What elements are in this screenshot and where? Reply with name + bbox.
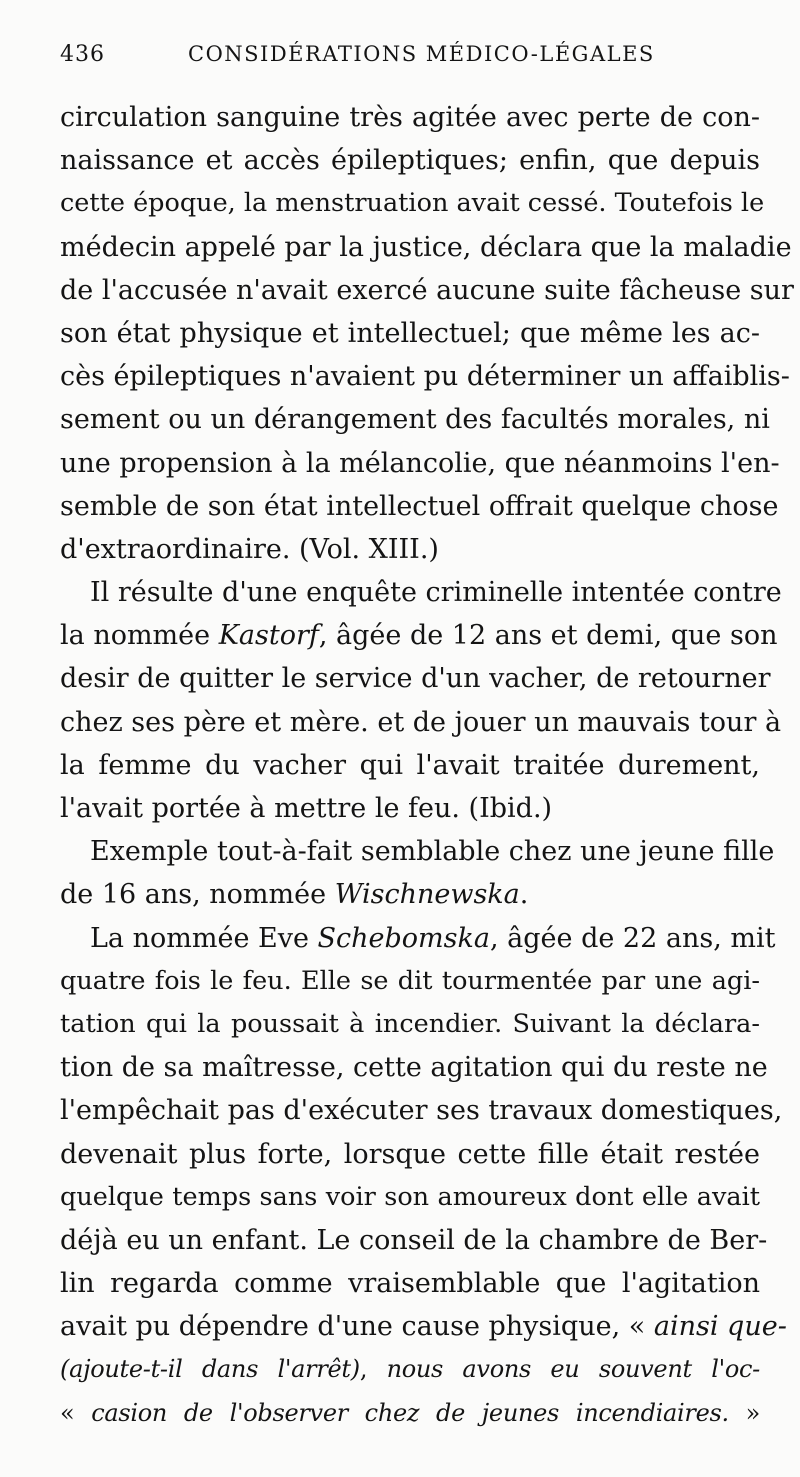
text-line [60, 1219, 768, 1262]
text-line [60, 442, 780, 485]
page-header [60, 42, 760, 78]
italic-run: Wischnewska [334, 879, 520, 911]
italic-run: casion de l'observer chez de jeunes incendiaires. [91, 1398, 729, 1427]
text-line [60, 312, 760, 355]
italic-run: Kastorf [218, 620, 319, 652]
text-run: « [60, 1398, 92, 1427]
text-run: tation qui la poussait à incendier. Suivant la déclara- [60, 1008, 760, 1039]
text-line [60, 744, 760, 787]
text-line [60, 830, 775, 873]
text-run: cette époque, la menstruation avait cessé. Toutefois le [60, 188, 765, 219]
text-run: quelque temps sans voir son amoureux dont elle avait [60, 1181, 760, 1212]
text-run: cès épileptiques n'avaient pu déterminer un affaiblis- [60, 361, 790, 393]
italic-run: Schebomska [317, 922, 490, 954]
page-number: 436 [60, 42, 105, 67]
text-line [60, 1046, 768, 1089]
italic-run: ainsi que- [653, 1311, 787, 1343]
text-line [60, 355, 790, 398]
text-run: de 16 ans, nommée [60, 879, 335, 911]
text-line [60, 269, 794, 312]
text-line [60, 528, 760, 571]
text-run: une propension à la mélancolie, que néanmoins l'en- [60, 447, 780, 479]
text-run: , [359, 1355, 387, 1384]
text-line [60, 787, 760, 830]
text-line [60, 571, 782, 614]
text-run: circulation sanguine très agitée avec perte de con- [60, 102, 760, 133]
text-run: La nommée Eve [90, 922, 318, 954]
text-run: avait pu dépendre d'une cause physique, « [60, 1311, 654, 1343]
italic-run: (ajoute-t-il dans l'arrêt) [60, 1355, 360, 1384]
text-line [60, 1089, 783, 1132]
body-text [60, 96, 794, 1435]
text-run: naissance et accès épileptiques; enfin, que depuis [60, 145, 760, 177]
text-run: la femme du vacher qui l'avait traitée durement, [60, 749, 760, 781]
text-run: desir de quitter le service d'un vacher, de retourner [60, 663, 771, 695]
text-line [60, 1133, 760, 1176]
text-line [60, 1176, 760, 1219]
text-line [60, 1348, 760, 1391]
text-run: déjà eu un enfant. Le conseil de la chambre de Ber- [60, 1224, 768, 1256]
text-line [60, 873, 760, 916]
text-run: d'extraordinaire. (Vol. XIII.) [60, 533, 439, 565]
text-run: lin regarda comme vraisemblable que l'agitation [60, 1268, 760, 1300]
text-line [60, 917, 776, 960]
text-run: Il résulte d'une enquête criminelle intentée contre [90, 577, 782, 609]
text-line [60, 960, 760, 1003]
text-line [60, 485, 779, 528]
text-run: , âgée de 22 ans, mit [489, 922, 776, 954]
text-line [60, 1003, 760, 1046]
text-run: devenait plus forte, lorsque cette fille était restée [60, 1138, 760, 1170]
text-line [60, 614, 778, 657]
text-run: , âgée de 12 ans et demi, que son [318, 620, 778, 652]
text-line [60, 398, 770, 441]
text-line [60, 1392, 760, 1435]
text-line [60, 701, 782, 744]
text-run: son état physique et intellectuel; que même les ac- [60, 317, 760, 349]
text-run: sement ou un dérangement des facultés morales, ni [60, 404, 770, 436]
text-run: tion de sa maîtresse, cette agitation qui du reste ne [60, 1052, 768, 1084]
text-line [60, 182, 765, 225]
running-title: CONSIDÉRATIONS MÉDICO-LÉGALES [188, 42, 655, 66]
text-line [60, 657, 771, 700]
text-run: » [728, 1398, 761, 1427]
text-line [60, 226, 792, 269]
text-line [60, 96, 760, 139]
text-run: quatre fois le feu. Elle se dit tourmentée par une agi- [60, 965, 760, 996]
text-run: chez ses père et mère. et de jouer un mauvais tour à [60, 706, 782, 738]
text-line [60, 139, 760, 182]
text-run: l'avait portée à mettre le feu. (Ibid.) [60, 793, 553, 824]
text-line [60, 1305, 787, 1348]
text-run: l'empêchait pas d'exécuter ses travaux domestiques, [60, 1095, 783, 1127]
italic-run: nous avons eu souvent l'oc- [386, 1355, 760, 1384]
text-run: médecin appelé par la justice, déclara que la maladie [60, 231, 792, 263]
text-run: de l'accusée n'avait exercé aucune suite fâcheuse sur [60, 274, 794, 306]
text-run: . [519, 879, 529, 911]
text-line [60, 1262, 760, 1305]
text-run: la nommée [60, 620, 219, 652]
text-run: Exemple tout-à-fait semblable chez une jeune fille [90, 836, 775, 868]
text-run: semble de son état intellectuel offrait quelque chose [60, 490, 779, 522]
